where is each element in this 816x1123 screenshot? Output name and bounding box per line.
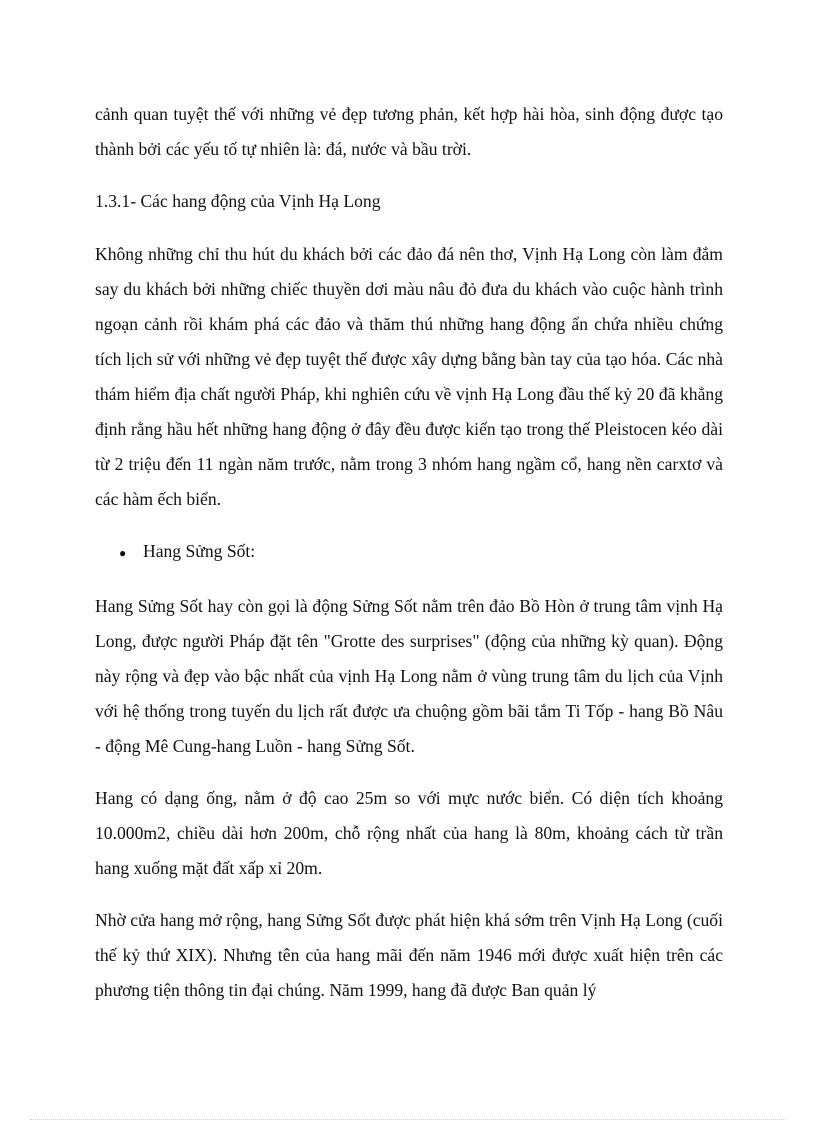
bullet-icon: ●: [119, 546, 127, 560]
bullet-list-item: [95, 534, 723, 571]
paragraph-sung-sot-dimensions: Hang có dạng ống, nằm ở độ cao 25m so với mực nước biển. Có diện tích khoảng 10.000m2, chiều dài hơn 200m, chỗ rộng nhất của hang là 80m, khoảng cách từ trần hang xuống mặt đất xấp xỉ 20m.: [95, 788, 723, 878]
paragraph-sung-sot-intro: Hang Sửng Sốt hay còn gọi là động Sửng Sốt nằm trên đảo Bồ Hòn ở trung tâm vịnh Hạ Long, được người Pháp đặt tên "Grotte des surprises" (động của những kỳ quan). Động này rộng và đẹp vào bậc nhất của vịnh Hạ Long nằm ở vùng trung tâm du lịch của Vịnh với hệ thống trong tuyến du lịch rất được ưa chuộng gồm bãi tắm Ti Tốp - hang Bồ Nâu - động Mê Cung-hang Luồn - hang Sửng Sốt.: [95, 596, 723, 756]
document-body: [95, 97, 723, 1025]
section-heading: 1.3.1- Các hang động của Vịnh Hạ Long: [95, 191, 381, 211]
paragraph-intro: cảnh quan tuyệt thế với những vẻ đẹp tương phản, kết hợp hài hòa, sinh động được tạo thành bởi các yếu tố tự nhiên là: đá, nước và bầu trời.: [95, 104, 723, 159]
page-bottom-divider: [30, 1119, 786, 1120]
paragraph-sung-sot-history: Nhờ cửa hang mở rộng, hang Sửng Sốt được phát hiện khá sớm trên Vịnh Hạ Long (cuối thế kỷ thứ XIX). Nhưng tên của hang mãi đến năm 1946 mới được xuất hiện trên các phương tiện thông tin đại chúng. Năm 1999, hang đã được Ban quản lý: [95, 910, 723, 1000]
paragraph-caves-overview: Không những chỉ thu hút du khách bởi các đảo đá nên thơ, Vịnh Hạ Long còn làm đắm say du khách bởi những chiếc thuyền dơi màu nâu đỏ đưa du khách vào cuộc hành trình ngoạn cảnh rồi khám phá các đảo và thăm thú những hang động ẩn chứa nhiều chứng tích lịch sử với những vẻ đẹp tuyệt thế được xây dựng bằng bàn tay của tạo hóa. Các nhà thám hiểm địa chất người Pháp, khi nghiên cứu về vịnh Hạ Long đầu thế kỷ 20 đã khẳng định rằng hầu hết những hang động ở đây đều được kiến tạo trong thế Pleistocen kéo dài từ 2 triệu đến 11 ngàn năm trước, nằm trong 3 nhóm hang ngầm cổ, hang nền carxtơ và các hàm ếch biển.: [95, 244, 723, 509]
bullet-label: Hang Sửng Sốt:: [143, 541, 256, 561]
